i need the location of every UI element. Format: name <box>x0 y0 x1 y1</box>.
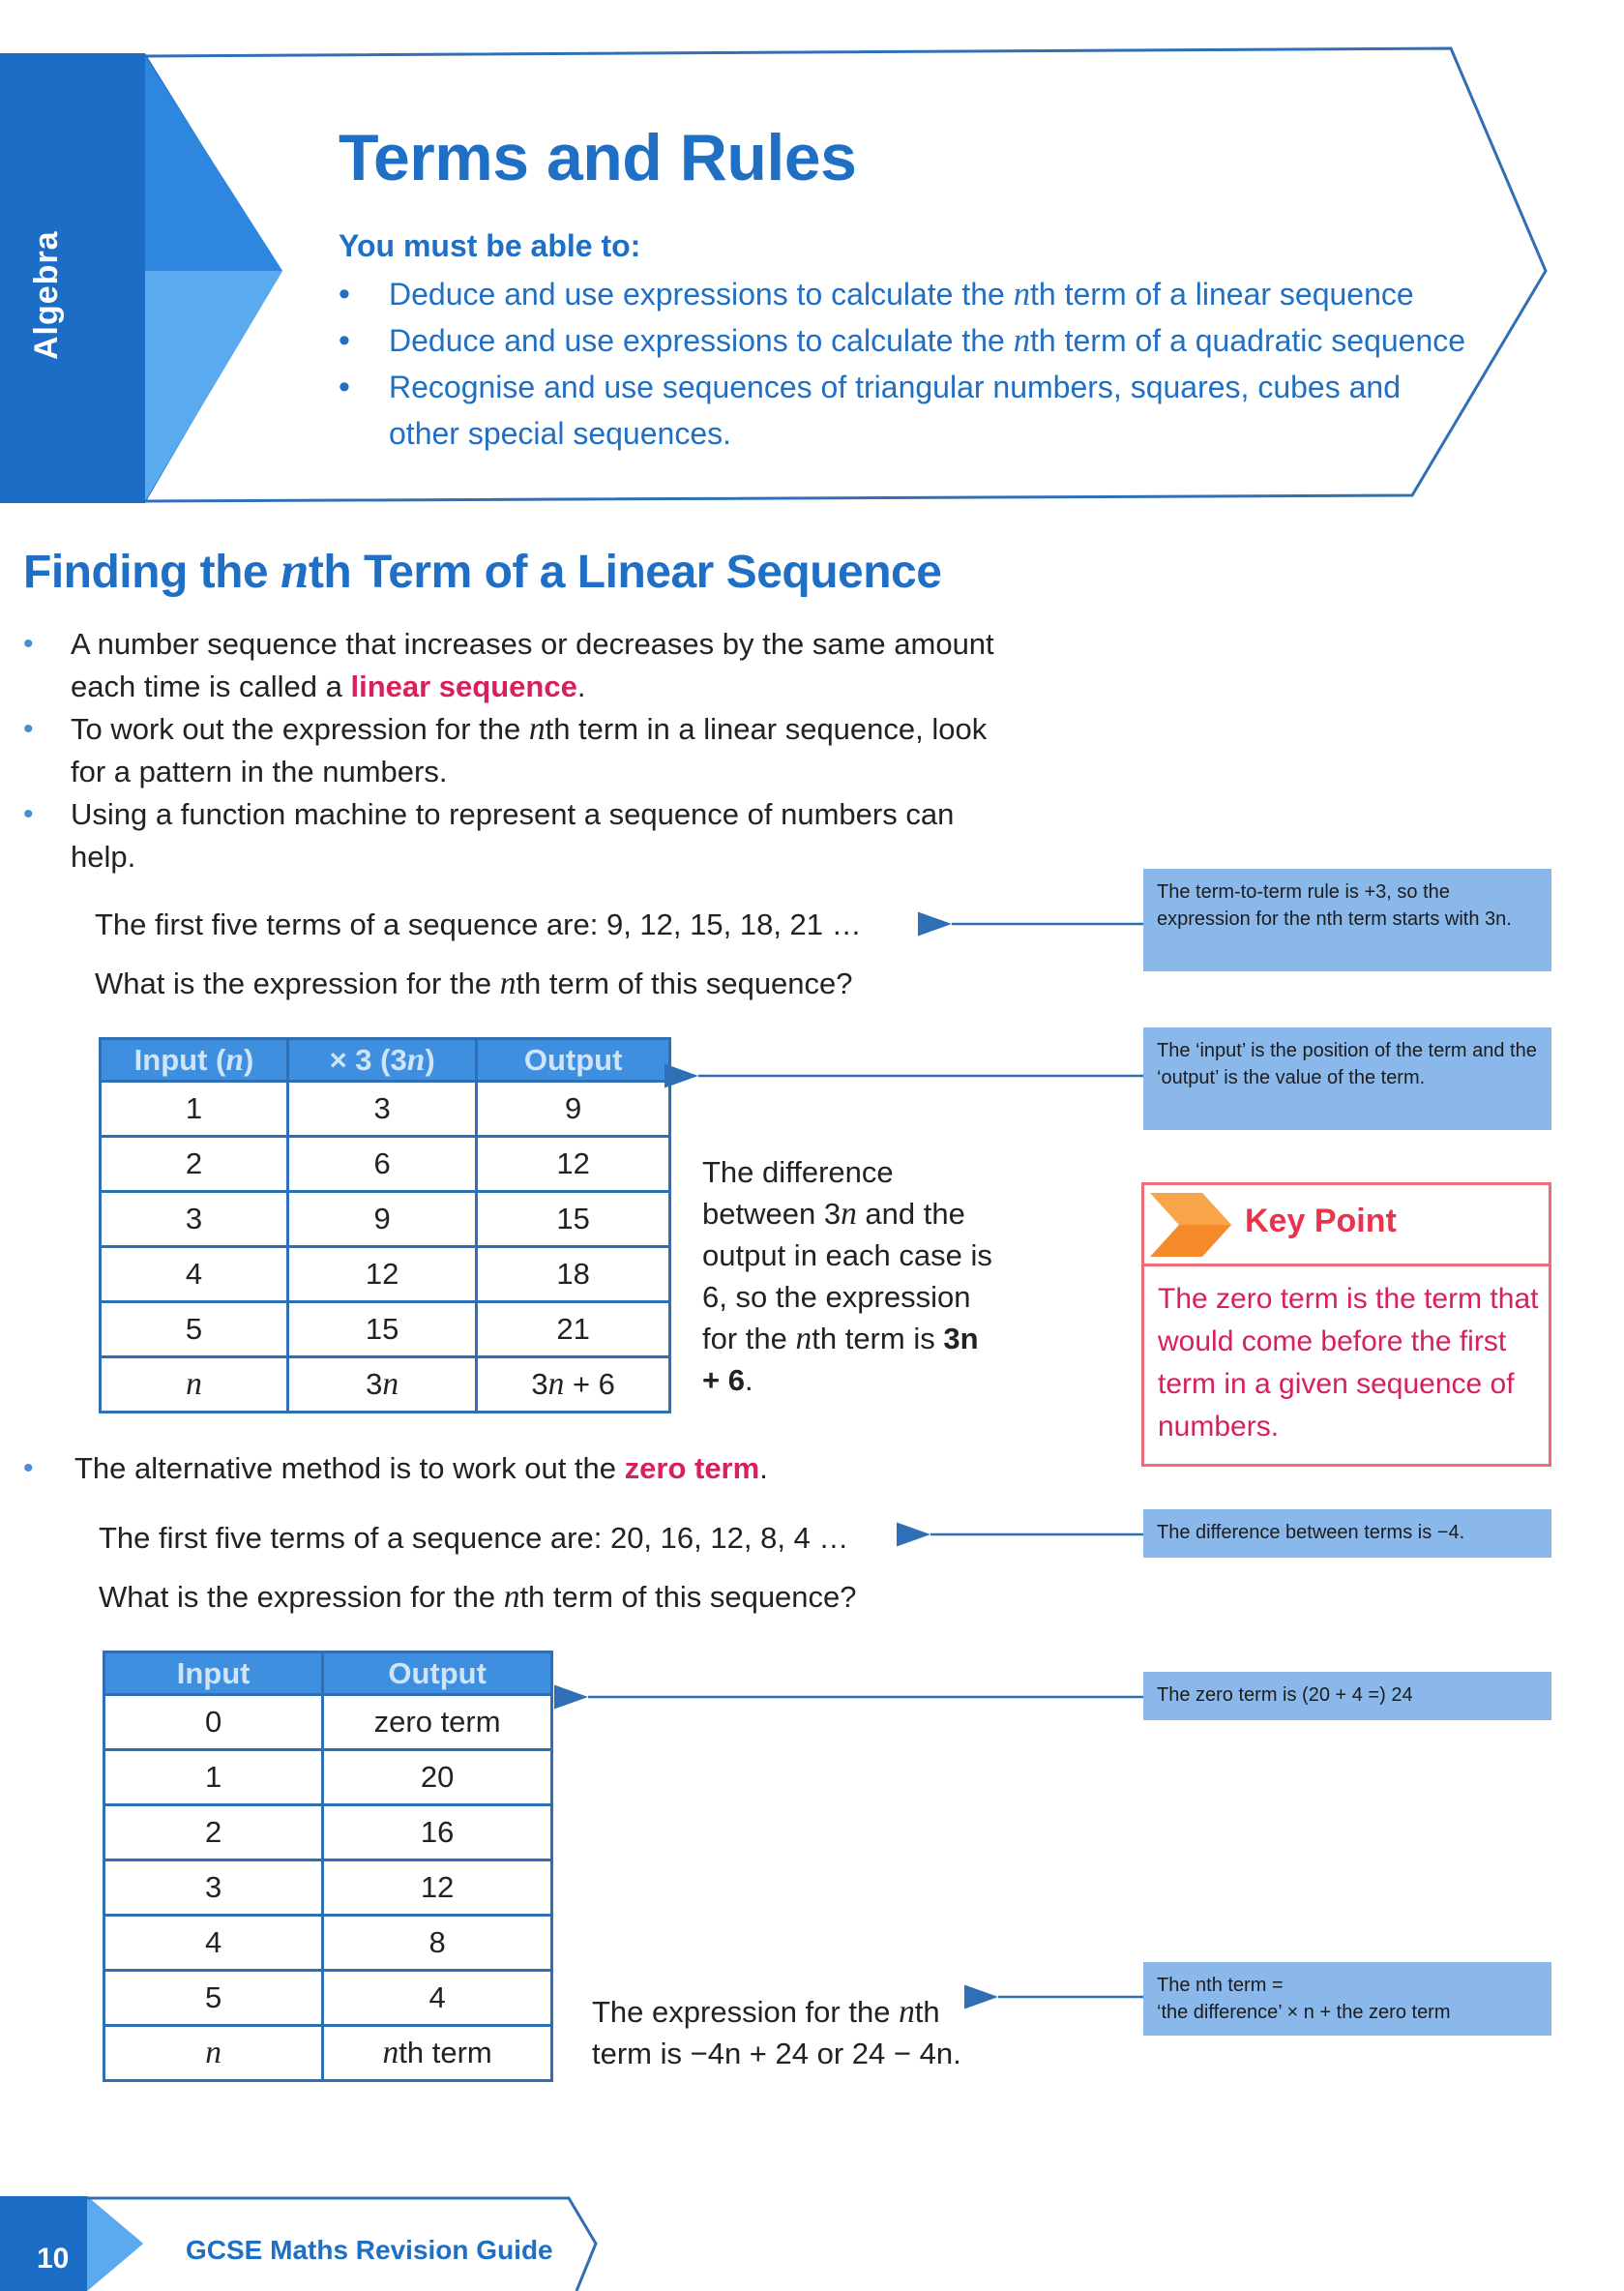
note-nth-term-formula: The nth term = ‘the difference’ × n + the zero term <box>1143 1962 1551 2036</box>
table-row: n nth term <box>104 2026 552 2081</box>
note-term-to-term: The term-to-term rule is +3, so the expression for the nth term starts with 3n. <box>1143 869 1551 971</box>
bullet-item: • Using a function machine to represent a sequence of numbers can help. <box>23 793 1019 878</box>
table-row: 4 12 18 <box>101 1247 670 1302</box>
book-title: GCSE Maths Revision Guide <box>186 2235 553 2265</box>
column-header: Output <box>477 1039 670 1082</box>
key-point-arrow-icon <box>1150 1193 1231 1257</box>
example1-question: What is the expression for the nth term of this sequence? <box>95 966 853 1001</box>
example1-sequence: The first five terms of a sequence are: 9, 12, 15, 18, 21 … <box>95 907 862 941</box>
highlight-term: linear sequence <box>350 669 577 703</box>
column-header: Input (n) <box>101 1039 288 1082</box>
key-point-box <box>1141 1182 1551 1467</box>
column-header: × 3 (3n) <box>288 1039 477 1082</box>
objectives-heading: You must be able to: <box>339 228 641 263</box>
table-row: 2 16 <box>104 1805 552 1860</box>
highlight-term: zero term <box>624 1451 760 1485</box>
table-row: 3 12 <box>104 1860 552 1916</box>
key-point-text: The zero term is the term that would come before the first term in a given sequence of numbers. <box>1158 1283 1539 1443</box>
objective-item: • Deduce and use expressions to calculate the nth term of a quadratic sequence <box>339 317 1538 364</box>
note-input-output: The ‘input’ is the position of the term and the ‘output’ is the value of the term. <box>1143 1027 1551 1130</box>
page-title: Terms and Rules <box>339 121 857 194</box>
table-row: 4 8 <box>104 1916 552 1971</box>
example1-explanation: The difference between 3n and the output in each case is 6, so the expression for the nth term is 3n + 6. <box>702 1155 992 1397</box>
key-point-title: Key Point <box>1245 1203 1397 1239</box>
table-row: 5 15 21 <box>101 1302 670 1357</box>
example2-question: What is the expression for the nth term of this sequence? <box>99 1579 857 1615</box>
table-row: 1 20 <box>104 1750 552 1805</box>
objective-item: • Deduce and use expressions to calculate the nth term of a linear sequence <box>339 271 1538 317</box>
key-point-header <box>1144 1185 1549 1266</box>
column-header: Input <box>104 1652 323 1695</box>
table-row: 5 4 <box>104 1971 552 2026</box>
note-difference: The difference between terms is −4. <box>1143 1509 1551 1558</box>
bullet-item: • A number sequence that increases or decreases by the same amount each time is called a linear sequence. <box>23 623 1019 708</box>
objective-item: • Recognise and use sequences of triangular numbers, squares, cubes and other special sequences. <box>339 364 1414 457</box>
page-number: 10 <box>37 2243 70 2275</box>
table-row: 0 zero term <box>104 1695 552 1750</box>
example2-sequence: The first five terms of a sequence are: 20, 16, 12, 8, 4 … <box>99 1521 849 1555</box>
example2-explanation: The expression for the nth term is −4n + 24 or 24 − 4n. <box>592 1994 961 2070</box>
table-row: 1 3 9 <box>101 1082 670 1137</box>
side-tab-label: Algebra <box>28 230 65 360</box>
table-row: 2 6 12 <box>101 1137 670 1192</box>
bullet-item: • To work out the expression for the nth term in a linear sequence, look for a pattern in the numbers. <box>23 708 1019 793</box>
note-zero-term: The zero term is (20 + 4 =) 24 <box>1143 1672 1551 1720</box>
table-row: n 3n 3n + 6 <box>101 1357 670 1413</box>
bullet-item: • The alternative method is to work out the zero term. <box>23 1447 1087 1490</box>
section-title: Finding the nth Term of a Linear Sequence <box>23 543 942 599</box>
table-row: 3 9 15 <box>101 1192 670 1247</box>
column-header: Output <box>323 1652 552 1695</box>
